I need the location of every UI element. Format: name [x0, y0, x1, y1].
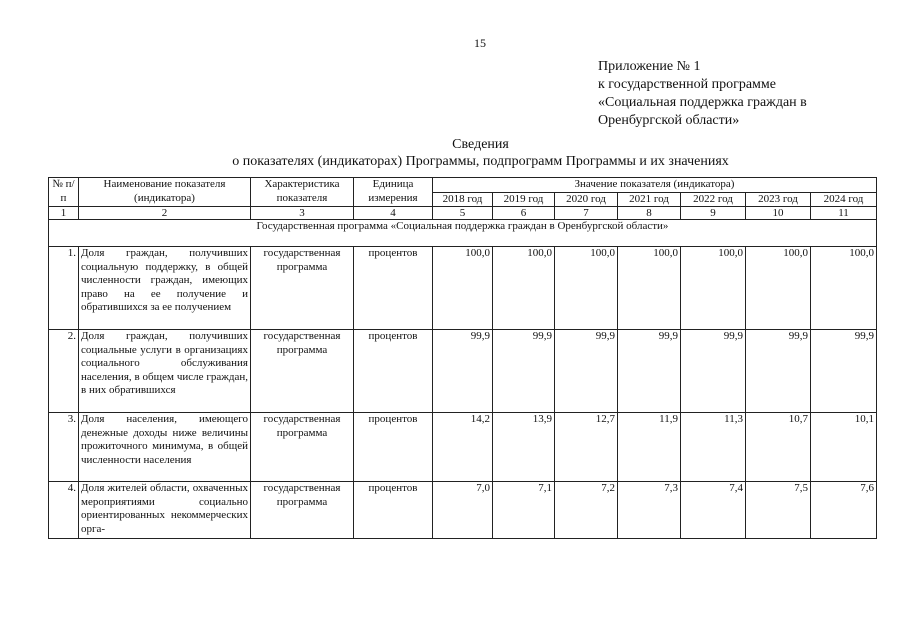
- header-characteristic: Характеристика показателя: [251, 178, 354, 207]
- section-title: Государственная программа «Социальная поддержка граждан в Оренбургской области»: [49, 220, 877, 247]
- indicator-characteristic: государственная программа: [251, 247, 354, 330]
- indicator-value: 11,3: [681, 413, 746, 482]
- indicator-unit: процентов: [354, 482, 433, 539]
- header-year: 2019 год: [493, 192, 555, 207]
- indicator-characteristic: государственная программа: [251, 482, 354, 539]
- section-row: [49, 220, 877, 247]
- indicator-name: Доля граждан, получивших социальные услуги в организациях социального обслуживания населения, в общем числе граждан, в них обратившихся: [79, 330, 251, 413]
- indicator-value: 99,9: [433, 330, 493, 413]
- indicator-value: 100,0: [618, 247, 681, 330]
- column-number: 10: [746, 207, 811, 220]
- indicator-unit: процентов: [354, 413, 433, 482]
- column-number: 2: [79, 207, 251, 220]
- indicator-value: 99,9: [746, 330, 811, 413]
- header-year: 2024 год: [811, 192, 877, 207]
- indicator-unit: процентов: [354, 330, 433, 413]
- indicator-value: 7,0: [433, 482, 493, 539]
- indicators-table: [48, 177, 877, 539]
- indicator-value: 13,9: [493, 413, 555, 482]
- table-row: [49, 482, 877, 539]
- indicator-characteristic: государственная программа: [251, 413, 354, 482]
- indicator-unit: процентов: [354, 247, 433, 330]
- column-number: 3: [251, 207, 354, 220]
- document-title: Сведения: [452, 137, 509, 152]
- row-number: 1.: [49, 247, 79, 330]
- indicator-name: Доля граждан, получивших социальную поддержку, в общей численности граждан, имеющих право на ее получение и обратившихся за ее получением: [79, 247, 251, 330]
- column-number: 11: [811, 207, 877, 220]
- indicator-value: 99,9: [493, 330, 555, 413]
- header-year: 2023 год: [746, 192, 811, 207]
- indicator-value: 10,1: [811, 413, 877, 482]
- indicator-name: Доля населения, имеющего денежные доходы ниже величины прожиточного минимума, в общей численности населения: [79, 413, 251, 482]
- column-numbers-row: [49, 207, 877, 220]
- indicator-value: 11,9: [618, 413, 681, 482]
- indicator-value: 14,2: [433, 413, 493, 482]
- header-year: 2021 год: [618, 192, 681, 207]
- indicator-value: 100,0: [555, 247, 618, 330]
- header-row: [49, 178, 877, 193]
- table-row: [49, 247, 877, 330]
- indicator-value: 100,0: [746, 247, 811, 330]
- indicator-value: 7,3: [618, 482, 681, 539]
- column-number: 8: [618, 207, 681, 220]
- indicator-value: 7,4: [681, 482, 746, 539]
- indicator-value: 12,7: [555, 413, 618, 482]
- indicator-value: 99,9: [681, 330, 746, 413]
- indicator-value: 99,9: [555, 330, 618, 413]
- header-year: 2020 год: [555, 192, 618, 207]
- header-name: Наименование показателя (индикатора): [79, 178, 251, 207]
- appendix-line-3: «Социальная поддержка граждан в: [598, 95, 807, 110]
- indicator-value: 99,9: [811, 330, 877, 413]
- appendix-block: [598, 58, 807, 130]
- document-subtitle: о показателях (индикаторах) Программы, подпрограмм Программы и их значениях: [232, 154, 729, 169]
- column-number: 1: [49, 207, 79, 220]
- header-year: 2022 год: [681, 192, 746, 207]
- header-year: 2018 год: [433, 192, 493, 207]
- row-number: 2.: [49, 330, 79, 413]
- indicator-characteristic: государственная программа: [251, 330, 354, 413]
- header-num: № п/п: [49, 178, 79, 207]
- indicator-value: 100,0: [811, 247, 877, 330]
- indicator-value: 99,9: [618, 330, 681, 413]
- indicator-value: 10,7: [746, 413, 811, 482]
- row-number: 4.: [49, 482, 79, 539]
- header-values-group: Значение показателя (индикатора): [433, 178, 877, 193]
- indicator-value: 100,0: [433, 247, 493, 330]
- indicator-name: Доля жителей области, охваченных мероприятиями социально ориентированных некоммерческих орга-: [79, 482, 251, 539]
- column-number: 4: [354, 207, 433, 220]
- table-row: [49, 330, 877, 413]
- indicator-value: 7,6: [811, 482, 877, 539]
- header-unit: Единица измерения: [354, 178, 433, 207]
- indicator-value: 7,1: [493, 482, 555, 539]
- indicator-value: 7,2: [555, 482, 618, 539]
- appendix-line-4: Оренбургской области»: [598, 113, 740, 128]
- column-number: 5: [433, 207, 493, 220]
- indicator-value: 100,0: [681, 247, 746, 330]
- column-number: 9: [681, 207, 746, 220]
- column-number: 6: [493, 207, 555, 220]
- indicator-value: 100,0: [493, 247, 555, 330]
- page-number: 15: [474, 36, 486, 50]
- column-number: 7: [555, 207, 618, 220]
- indicator-value: 7,5: [746, 482, 811, 539]
- appendix-line-1: Приложение № 1: [598, 59, 701, 74]
- row-number: 3.: [49, 413, 79, 482]
- appendix-line-2: к государственной программе: [598, 77, 776, 92]
- table-row: [49, 413, 877, 482]
